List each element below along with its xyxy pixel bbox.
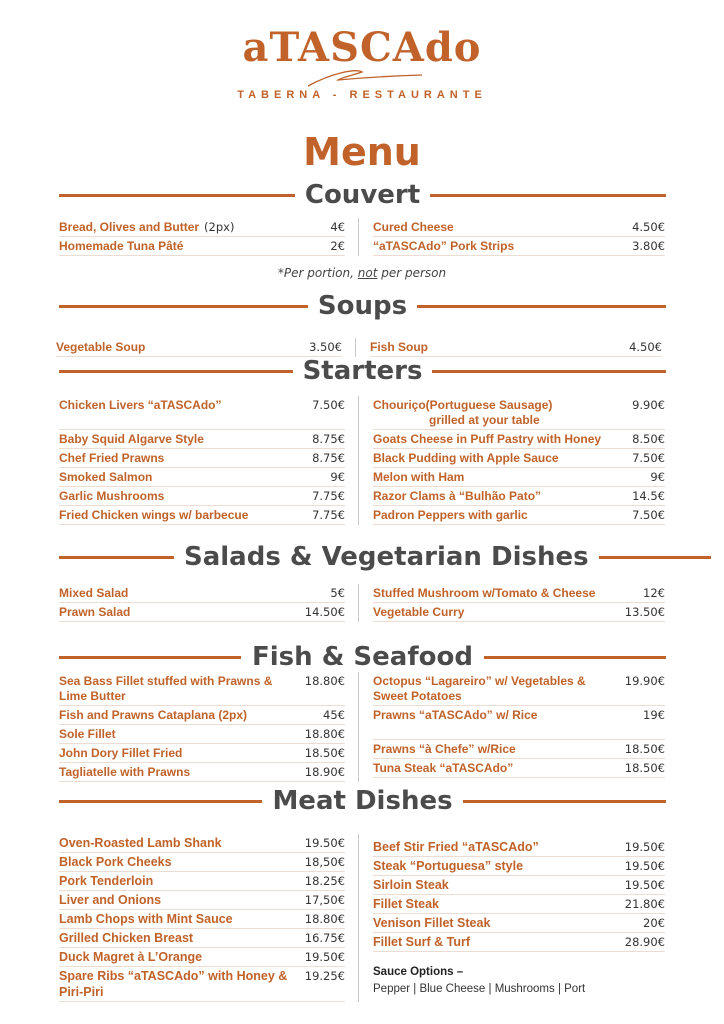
item-name xyxy=(59,489,164,504)
item-price: 18.50€ xyxy=(624,761,665,775)
note-text: per person xyxy=(377,266,447,280)
menu-item xyxy=(373,506,665,525)
menu-item xyxy=(373,876,665,895)
item-name xyxy=(59,586,128,601)
item-name xyxy=(373,674,603,704)
menu-item xyxy=(373,468,665,487)
starters-items xyxy=(59,396,666,525)
menu-item xyxy=(59,396,345,430)
item-name xyxy=(373,489,541,504)
menu-item xyxy=(373,857,665,876)
item-name xyxy=(59,508,248,523)
menu-item xyxy=(373,759,665,778)
item-name-text: Liver and Onions xyxy=(59,893,162,907)
item-name-text: Prawns “à Chefe” w/Rice xyxy=(373,742,516,756)
left-column xyxy=(59,672,345,782)
item-name xyxy=(59,968,289,1000)
item-name-text: Fillet Steak xyxy=(373,897,439,911)
divider-line xyxy=(432,370,666,373)
item-name-text: Black Pork Cheeks xyxy=(59,855,172,869)
item-name xyxy=(59,432,204,447)
fish-items xyxy=(59,672,666,782)
menu-item xyxy=(56,338,342,357)
menu-item xyxy=(59,430,345,449)
section-title: Meat Dishes xyxy=(272,786,453,816)
menu-item xyxy=(59,891,345,910)
item-name-text: Spare Ribs “aTASCAdo” with Honey & Piri-Piri xyxy=(59,969,288,999)
left-column xyxy=(59,834,345,1002)
item-price: 18.50€ xyxy=(304,746,345,760)
item-name xyxy=(373,934,470,950)
item-name xyxy=(59,765,190,780)
salads-items xyxy=(59,584,666,622)
item-name-text: Cured Cheese xyxy=(373,220,454,234)
column-divider xyxy=(358,218,359,256)
divider-line xyxy=(430,194,666,197)
item-quantity: (2px) xyxy=(204,220,235,234)
divider-line xyxy=(59,556,174,559)
menu-item xyxy=(59,725,345,744)
menu-item xyxy=(59,672,345,706)
right-column xyxy=(370,338,662,357)
menu-item xyxy=(373,237,665,256)
note-text: *Per portion, xyxy=(277,266,358,280)
menu-item xyxy=(59,449,345,468)
item-name-text: Sea Bass Fillet stuffed with Prawns & Lime Butter xyxy=(59,674,273,703)
item-price: 13.50€ xyxy=(624,605,665,619)
item-price: 19.90€ xyxy=(624,674,665,688)
item-price: 19.50€ xyxy=(624,878,665,892)
item-name xyxy=(373,915,490,931)
menu-item xyxy=(59,948,345,967)
item-name xyxy=(373,239,514,254)
item-name xyxy=(373,858,523,874)
divider-line xyxy=(417,305,666,308)
menu-item xyxy=(373,487,665,506)
menu-item xyxy=(370,338,662,357)
item-name-text: Fillet Surf & Turf xyxy=(373,935,470,949)
menu-item xyxy=(373,895,665,914)
menu-item xyxy=(373,218,665,237)
item-price: 19.50€ xyxy=(624,859,665,873)
section-title: Salads & Vegetarian Dishes xyxy=(184,542,589,572)
divider-line xyxy=(484,656,666,659)
item-name-text: Sirloin Steak xyxy=(373,878,449,892)
item-name-text: Prawns “aTASCAdo” w/ Rice xyxy=(373,708,538,722)
item-price: 19.50€ xyxy=(624,840,665,854)
item-name-text: Prawn Salad xyxy=(59,605,131,619)
menu-item xyxy=(373,706,665,740)
item-name xyxy=(373,708,537,723)
item-name xyxy=(373,470,464,485)
item-name xyxy=(59,451,164,466)
item-price: 4.50€ xyxy=(629,340,662,354)
item-name-text: Chicken Livers “aTASCAdo” xyxy=(59,398,222,412)
couvert-items xyxy=(59,218,666,256)
couvert-heading xyxy=(59,180,666,210)
item-name-text: Baby Squid Algarve Style xyxy=(59,432,204,446)
item-price: 7.50€ xyxy=(312,398,345,412)
item-price: 8.50€ xyxy=(632,432,665,446)
item-price: 18.25€ xyxy=(304,874,345,888)
item-name-text: Sole Fillet xyxy=(59,727,116,741)
item-name xyxy=(59,854,172,870)
menu-item xyxy=(373,740,665,759)
menu-item xyxy=(59,468,345,487)
item-name-text: Padron Peppers with garlic xyxy=(373,508,528,522)
column-divider xyxy=(358,396,359,525)
item-name-text: Chef Fried Prawns xyxy=(59,451,165,465)
couvert-note xyxy=(0,266,724,280)
item-name-text: John Dory Fillet Fried xyxy=(59,746,183,760)
menu-title: Menu xyxy=(303,130,421,174)
item-name xyxy=(373,398,552,428)
sauce-label: Sauce Options – xyxy=(373,966,464,978)
item-name-text: Smoked Salmon xyxy=(59,470,153,484)
right-column xyxy=(373,584,665,622)
meat-heading xyxy=(59,786,666,816)
menu-item xyxy=(373,914,665,933)
item-price: 19.25€ xyxy=(304,969,345,983)
starters-heading xyxy=(59,356,666,386)
left-column xyxy=(59,396,345,525)
section-title: Couvert xyxy=(304,180,421,210)
note-emphasis: not xyxy=(357,266,378,280)
item-name xyxy=(59,708,247,723)
brand-tagline: TABERNA - RESTAURANTE xyxy=(237,89,487,101)
item-name-text: Venison Fillet Steak xyxy=(373,916,491,930)
item-price: 8.75€ xyxy=(312,432,345,446)
item-name xyxy=(373,896,439,912)
item-name xyxy=(59,605,130,620)
item-name-text: Grilled Chicken Breast xyxy=(59,931,194,945)
item-name-text: Oven-Roasted Lamb Shank xyxy=(59,836,222,850)
right-column xyxy=(373,218,665,256)
item-price: 4.50€ xyxy=(632,220,665,234)
item-price: 9.90€ xyxy=(632,398,665,412)
soups-heading xyxy=(59,291,666,321)
menu-item xyxy=(59,763,345,782)
menu-item xyxy=(373,449,665,468)
item-price: 18.80€ xyxy=(304,674,345,688)
item-name xyxy=(373,605,464,620)
item-price: 9€ xyxy=(330,470,345,484)
left-column xyxy=(56,338,342,357)
menu-item xyxy=(373,933,665,952)
item-name xyxy=(59,892,161,908)
menu-item xyxy=(59,603,345,622)
item-price: 21.80€ xyxy=(624,897,665,911)
right-column xyxy=(373,396,665,525)
soups-items xyxy=(56,338,663,357)
item-name xyxy=(373,742,516,757)
right-column xyxy=(373,672,665,782)
item-name-text: Octopus “Lagareiro” w/ Vegetables & Sweet Potatoes xyxy=(373,674,586,703)
item-name-text: Vegetable Soup xyxy=(56,340,146,354)
left-column xyxy=(59,584,345,622)
item-name-text: Melon with Ham xyxy=(373,470,465,484)
item-name-text: Garlic Mushrooms xyxy=(59,489,165,503)
item-name-text: Fried Chicken wings w/ barbecue xyxy=(59,508,249,522)
item-name xyxy=(56,340,145,355)
column-divider xyxy=(358,584,359,622)
item-name xyxy=(370,340,428,355)
column-divider xyxy=(358,672,359,782)
item-price: 7.50€ xyxy=(632,451,665,465)
item-subtitle: grilled at your table xyxy=(429,413,540,427)
item-price: 19.50€ xyxy=(304,950,345,964)
item-price: 3.80€ xyxy=(632,239,665,253)
item-name-text: Goats Cheese in Puff Pastry with Honey xyxy=(373,432,602,446)
item-price: 9€ xyxy=(650,470,665,484)
item-name xyxy=(59,398,221,413)
menu-item xyxy=(59,834,345,853)
menu-item xyxy=(59,218,345,237)
menu-item xyxy=(59,910,345,929)
divider-line xyxy=(599,556,711,559)
item-name xyxy=(59,746,182,761)
menu-item xyxy=(59,929,345,948)
section-title: Soups xyxy=(317,291,408,321)
item-name xyxy=(59,470,152,485)
item-price: 14.50€ xyxy=(304,605,345,619)
section-title: Starters xyxy=(302,356,423,386)
menu-item xyxy=(373,672,665,706)
item-name-text: Tagliatelle with Prawns xyxy=(59,765,191,779)
item-name-text: Tuna Steak “aTASCAdo” xyxy=(373,761,514,775)
item-name xyxy=(59,835,222,851)
divider-line xyxy=(59,194,295,197)
item-price: 5€ xyxy=(330,586,345,600)
item-price: 8.75€ xyxy=(312,451,345,465)
menu-item xyxy=(59,853,345,872)
item-name xyxy=(373,839,539,855)
item-name xyxy=(373,508,528,523)
item-price: 18.90€ xyxy=(304,765,345,779)
item-name-text: Mixed Salad xyxy=(59,586,129,600)
item-name-text: Beef Stir Fried “aTASCAdo” xyxy=(373,840,539,854)
menu-item xyxy=(373,584,665,603)
meat-items xyxy=(59,834,666,1002)
salads-heading xyxy=(59,542,666,572)
menu-item xyxy=(373,838,665,857)
item-price: 7.75€ xyxy=(312,489,345,503)
logo-swoosh-icon xyxy=(300,66,430,88)
item-name-text: Razor Clams à “Bulhão Pato” xyxy=(373,489,542,503)
menu-item xyxy=(59,584,345,603)
item-price: 4€ xyxy=(330,220,345,234)
item-name xyxy=(59,873,153,889)
item-price: 28.90€ xyxy=(624,935,665,949)
menu-item xyxy=(59,487,345,506)
left-column xyxy=(59,218,345,256)
item-price: 19€ xyxy=(643,708,665,722)
menu-item xyxy=(59,706,345,725)
fish-heading xyxy=(59,642,666,672)
brand-logo: aTASCAdo xyxy=(242,24,482,71)
item-price: 14.5€ xyxy=(632,489,665,503)
menu-item xyxy=(373,603,665,622)
item-price: 18.80€ xyxy=(304,912,345,926)
item-name xyxy=(59,727,116,742)
item-price: 20€ xyxy=(643,916,665,930)
menu-item xyxy=(373,396,665,430)
sauce-list: Pepper | Blue Cheese | Mushrooms | Port xyxy=(373,983,586,995)
column-divider xyxy=(358,834,359,1002)
item-name xyxy=(373,761,513,776)
item-name-text: Chouriço(Portuguese Sausage) xyxy=(373,398,553,412)
item-name-text: Homemade Tuna Pâté xyxy=(59,239,184,253)
item-name xyxy=(59,930,193,946)
item-name xyxy=(59,949,202,965)
menu-item xyxy=(59,967,345,1002)
column-divider xyxy=(355,338,356,357)
item-name xyxy=(59,220,234,235)
item-price: 18.50€ xyxy=(624,742,665,756)
item-price: 3.50€ xyxy=(309,340,342,354)
item-price: 2€ xyxy=(330,239,345,253)
item-price: 19.50€ xyxy=(304,836,345,850)
item-name-text: Fish Soup xyxy=(370,340,428,354)
item-name xyxy=(59,911,233,927)
item-name-text: Bread, Olives and Butter xyxy=(59,220,200,234)
menu-item xyxy=(59,872,345,891)
item-price: 7.75€ xyxy=(312,508,345,522)
menu-item xyxy=(59,237,345,256)
item-name xyxy=(59,239,183,254)
item-name-text: Stuffed Mushroom w/Tomato & Cheese xyxy=(373,586,596,600)
item-name xyxy=(59,674,289,704)
section-title: Fish & Seafood xyxy=(252,642,473,672)
item-name xyxy=(373,432,601,447)
item-name xyxy=(373,451,559,466)
item-price: 18.80€ xyxy=(304,727,345,741)
item-price: 7.50€ xyxy=(632,508,665,522)
item-name-text: Vegetable Curry xyxy=(373,605,465,619)
right-column xyxy=(373,834,665,1002)
divider-line xyxy=(59,305,308,308)
divider-line xyxy=(463,800,666,803)
menu-item xyxy=(373,430,665,449)
divider-line xyxy=(59,800,262,803)
item-name-text: Black Pudding with Apple Sauce xyxy=(373,451,559,465)
item-name xyxy=(373,877,449,893)
item-name-text: “aTASCAdo” Pork Strips xyxy=(373,239,515,253)
divider-line xyxy=(59,656,241,659)
item-price: 45€ xyxy=(323,708,345,722)
sauce-options xyxy=(373,964,665,998)
item-name-text: Fish and Prawns Cataplana (2px) xyxy=(59,708,248,722)
item-name-text: Steak “Portuguesa” style xyxy=(373,859,524,873)
item-name xyxy=(373,586,595,601)
item-name-text: Duck Magret à L’Orange xyxy=(59,950,203,964)
divider-line xyxy=(59,370,293,373)
item-price: 18,50€ xyxy=(304,855,345,869)
item-name-text: Pork Tenderloin xyxy=(59,874,154,888)
menu-item xyxy=(59,506,345,525)
item-name-text: Lamb Chops with Mint Sauce xyxy=(59,912,233,926)
item-name xyxy=(373,220,454,235)
menu-item xyxy=(59,744,345,763)
item-price: 17,50€ xyxy=(304,893,345,907)
item-price: 16.75€ xyxy=(304,931,345,945)
item-price: 12€ xyxy=(643,586,665,600)
